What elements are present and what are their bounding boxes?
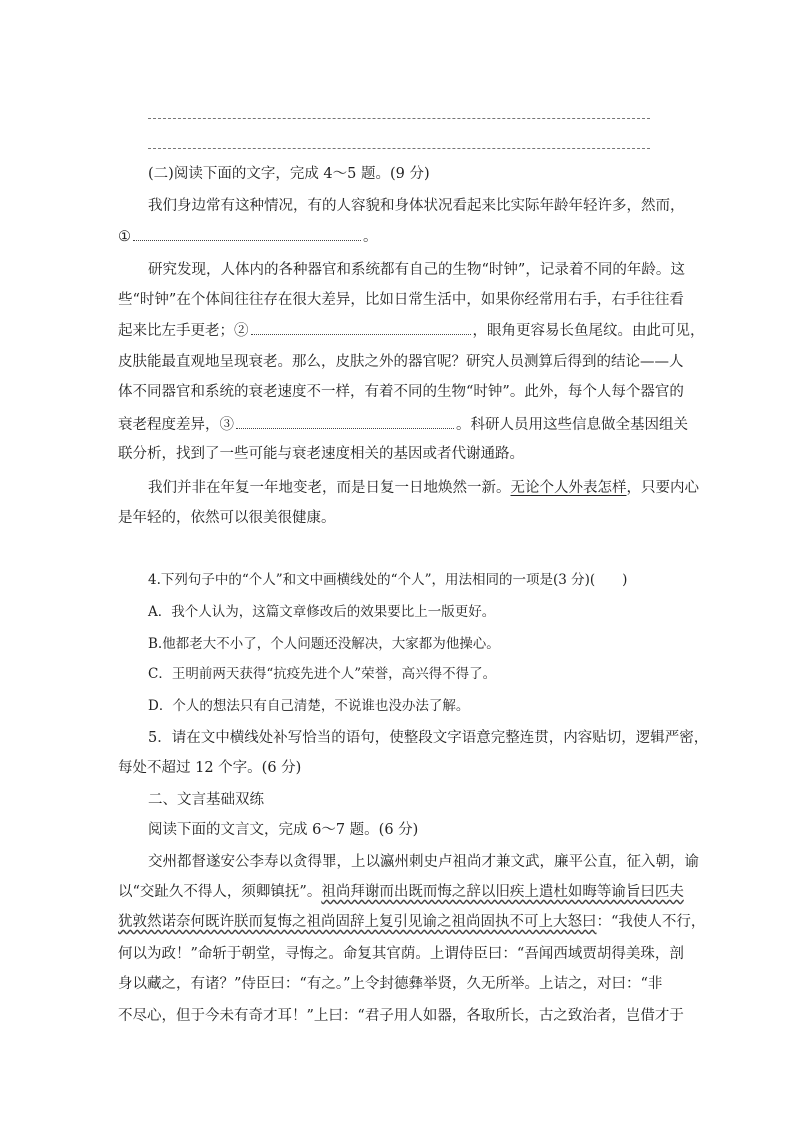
classical-instruction: 阅读下面的文言文，完成 6～7 题。(6 分) [148,822,419,838]
section-heading-classical: 二、文言基础双练 [148,792,264,808]
passage-p2-line5: 体不同器官和系统的衰老速度不一样，有着不同的生物“时钟”。此外，每个人每个器官的 [118,384,684,400]
question-4-option-c[interactable]: C．王明前两天获得“抗疫先进个人”荣誉，高兴得不得了。 [148,666,497,682]
classical-line3 [118,912,705,932]
p2-line3-b: ，眼角更容易长鱼尾纹。由此可见， [472,323,705,339]
question-4-option-a[interactable]: A．我个人认为，这篇文章修改后的效果要比上一版更好。 [148,604,496,620]
passage-p2-line3 [118,320,705,341]
question-4-option-b[interactable]: B.他都老大不小了，个人问题还没解决，大家都为他操心。 [148,636,500,652]
wavy-underlined-segment-1: 祖尚拜谢而出既而悔之辞以旧疾上遣杜如晦等谕旨曰匹夫 [321,884,684,900]
passage-p3-line1 [148,478,699,498]
cl-line2-a: 以“交趾久不得人，须卿镇抚”。 [118,884,322,900]
p3-line1-a: 我们并非在年复一年地变老，而是日复一日地焕然一新。 [148,480,511,496]
blank-marker-1: ① [118,229,131,245]
fill-blank-3[interactable] [236,414,454,429]
passage-p2-line7: 联分析，找到了一些可能与衰老速度相关的基因或者代谢通路。 [118,446,524,462]
p2-line3-a: 起来比左手更老；② [118,323,249,339]
passage-p3-line2: 是年轻的，依然可以很美很健康。 [118,510,336,526]
section2-heading: (二)阅读下面的文字，完成 4～5 题。(9 分) [148,166,430,182]
classical-line1: 交州都督遂安公李寿以贪得罪，上以瀛州刺史卢祖尚才兼文武，廉平公直，征入朝，谕 [148,854,699,870]
p1-end: 。 [363,229,378,245]
answer-line-2 [148,148,650,149]
wavy-underlined-segment-2: 犹敦然诺奈何既许朕而复悔之祖尚固辞上复引见谕之祖尚固执不可上大怒曰 [118,914,597,930]
underlined-phrase: 无论个人外表怎样 [510,480,627,496]
passage-p1-line1: 我们身边常有这种情况，有的人容貌和身体状况看起来比实际年龄年轻许多，然而， [148,198,685,214]
question-5-line1: 5．请在文中横线处补写恰当的语句，使整段文字语意完整连贯，内容贴切，逻辑严密， [148,730,709,746]
passage-p2-line4: 皮肤能最直观地呈现衰老。那么，皮肤之外的器官呢？研究人员测算后得到的结论——人 [118,354,684,370]
p3-line1-b: ，只要内心 [626,480,699,496]
question-5-line2: 每处不超过 12 个字。(6 分) [118,760,302,776]
passage-p2-line6 [118,414,688,435]
question-4-option-d[interactable]: D．个人的想法只有自己清楚，不说谁也没办法了解。 [148,698,470,714]
p2-line6-b: 。科研人员用这些信息做全基因组关 [456,417,688,433]
answer-line-1 [148,118,650,119]
classical-line2 [118,882,684,902]
passage-p1-line2 [118,226,378,247]
cl-line3-b: ：“我使人不行， [596,914,706,930]
fill-blank-2[interactable] [251,320,471,335]
question-4-stem: 4.下列句子中的“个人”和文中画横线处的“个人”，用法相同的一项是(3 分)( ) [148,572,628,588]
classical-line6: 不尽心，但于今未有奇才耳！”上曰：“君子用人如器，各取所长，古之致治者，岂借才于 [118,1008,684,1024]
p2-line6-a: 衰老程度差异，③ [118,417,234,433]
passage-p2-line2: 些“时钟”在个体间往往存在很大差异，比如日常生活中，如果你经常用右手，右手往往看 [118,292,684,308]
classical-line5: 身以藏之，有诸？”侍臣曰：“有之。”上令封德彝举贤，久无所举。上诘之，对曰：“非 [118,976,663,992]
passage-p2-line1: 研究发现，人体内的各种器官和系统都有自己的生物“时钟”，记录着不同的年龄。这 [148,262,685,278]
classical-line4: 何以为政！”命斩于朝堂，寻悔之。命复其官荫。上谓侍臣曰：“吾闻西域贾胡得美珠，剖 [118,946,684,962]
fill-blank-1[interactable] [133,226,361,241]
